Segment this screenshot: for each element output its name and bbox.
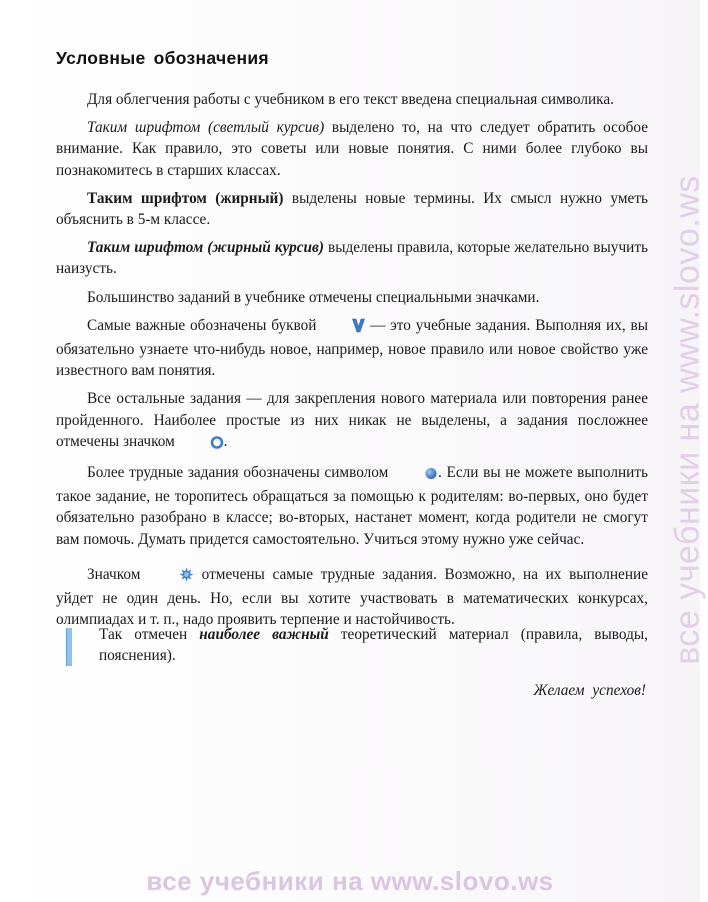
paragraph-star-tasks: [56, 564, 648, 631]
bold-sample: Таким шрифтом (жирный): [87, 189, 284, 207]
paragraph-light-italic: [56, 117, 648, 181]
bold-italic-desc: выделены правила, которые желательно выучить наизусть.: [56, 239, 648, 278]
star-icon: [148, 567, 194, 588]
paragraph-icons-intro: [56, 287, 648, 308]
bold-desc: выделены новые термины. Их смысл нужно уметь объяснить в 5-м классе.: [56, 189, 648, 229]
page-heading: Условные обозначения: [56, 48, 269, 68]
watermark-bottom: все учебники на www.slovo.ws: [146, 866, 554, 896]
v-letter-icon: [321, 318, 365, 339]
ball-tasks-after: . Если вы не можете выполнить такое задание, не торопитесь обращаться за помощью к родителям: во-первых, оно будет обязательно разобрано в классе; во-вторых, настанет момент, когда родители не смогут вам помочь. Думать придется самостоятельно. Учиться этому нужно уже сейчас.: [56, 464, 648, 548]
note-after: теоретический материал (правила, выводы, пояснения).: [99, 626, 648, 665]
v-tasks-before: Самые важные обозначены буквой: [87, 316, 322, 334]
v-tasks-after: — это учебные задания. Выполняя их, вы обязательно узнаете что-нибудь новое, например, новое правило или новое свойство уже известного вам понятия.: [56, 316, 648, 380]
note-bar-icon: [66, 628, 72, 666]
ball-tasks-before: Более трудные задания обозначены символом: [87, 464, 393, 482]
light-italic-sample: Таким шрифтом (светлый курсив): [87, 119, 325, 137]
star-tasks-before: Значком: [87, 565, 149, 583]
light-italic-desc: выделено то, на что следует обратить особое внимание. Как правило, это советы или новые понятия. С ними более глубоко вы познакомитесь в старших классах.: [56, 119, 649, 179]
paragraph-intro-text: Для облегчения работы с учебником в его текст введена специальная символика.: [87, 91, 614, 108]
signoff: Желаем успехов!: [533, 682, 646, 699]
ring-tasks-before: Все остальные задания — для закрепления нового материала или повторения ранее пройденного. Наиболее простые из них никак не выделены, а задания посложнее отмечены значком: [56, 390, 648, 450]
ring-icon: [179, 434, 224, 455]
body-text: [56, 89, 648, 637]
note-text: [99, 624, 648, 666]
important-note: [56, 624, 648, 666]
ring-tasks-after: .: [223, 432, 228, 450]
paragraph-v-tasks: [56, 315, 648, 382]
paragraph-ring-tasks: [56, 388, 648, 455]
paragraph-bold-italic: [56, 237, 648, 279]
paragraph-intro: [56, 89, 648, 110]
icons-intro-text: Большинство заданий в учебнике отмечены специальными значками.: [87, 288, 540, 306]
star-tasks-after: отмечены самые трудные задания. Возможно, на их выполнение уйдет не один день. Но, если вы хотите участвовать в математических конкурсах, олимпиадах и т. п., надо проявить терпение и настойчивость.: [56, 565, 648, 629]
watermark-vertical: все учебники на www.slovo.ws: [668, 175, 707, 665]
note-emphasis: наиболее важный: [199, 626, 329, 643]
bold-italic-sample: Таким шрифтом (жирный курсив): [87, 239, 324, 257]
paragraph-ball-tasks: [56, 462, 648, 550]
note-before: Так отмечен: [99, 626, 200, 643]
ball-icon: [393, 465, 438, 486]
paragraph-bold: [56, 188, 648, 230]
